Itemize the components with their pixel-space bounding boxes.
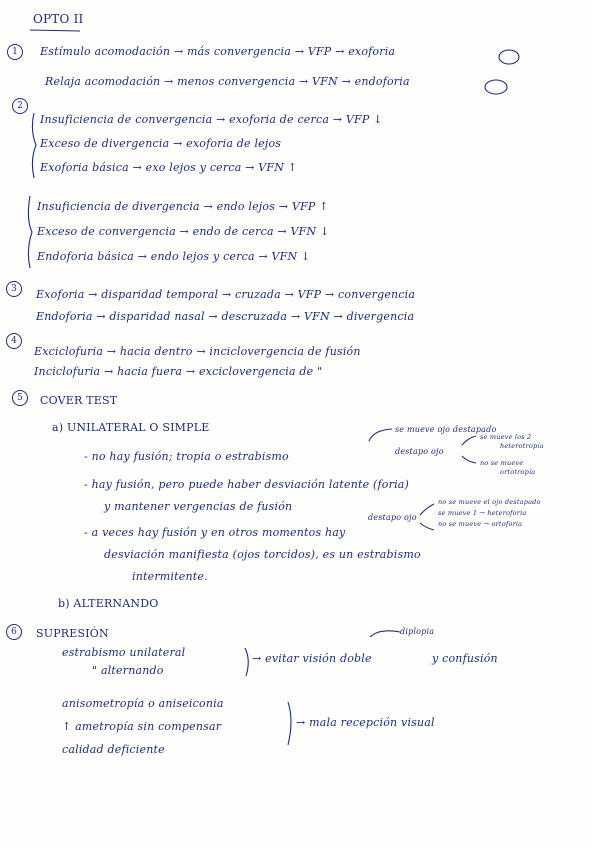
text-line: y mantener vergencias de fusión [104, 500, 293, 513]
margin-note: se mueve los 2 [480, 433, 532, 441]
section-number: 5 [12, 390, 28, 406]
text-line: Exceso de convergencia → endo de cerca → VFN ↓ [37, 225, 330, 238]
margin-note: destapo ojo [395, 447, 444, 456]
text-line: Exceso de divergencia → exoforia de lejos [40, 137, 282, 150]
text-line: Exciclofuria → hacia dentro → inciclovergencia de fusión [34, 345, 361, 358]
text-line: calidad deficiente [62, 743, 165, 756]
section-heading: SUPRESIÓN [36, 627, 109, 640]
text-line: " alternando [92, 664, 164, 677]
text-line: Insuficiencia de divergencia → endo lejos → VFP ↑ [37, 200, 329, 213]
text-line: anisometropía o aniseiconia [62, 697, 224, 710]
text-line: ↑ ametropía sin compensar [62, 720, 222, 733]
text-line: - hay fusión, pero puede haber desviación latente (foria) [84, 478, 410, 491]
section-heading: COVER TEST [40, 394, 118, 407]
text-line: → mala recepción visual [296, 716, 435, 729]
margin-note: se mueve ojo destapado [395, 425, 497, 434]
text-line: y confusión [432, 652, 498, 665]
margin-note: no se mueve el ojo destapado [438, 498, 541, 506]
text-line: Exoforia → disparidad temporal → cruzada → VFP → convergencia [36, 288, 416, 301]
text-line: Estímulo acomodación → más convergencia → VFP → exoforia [40, 45, 396, 58]
margin-note: heterotropía [500, 442, 544, 450]
section-number: 2 [12, 98, 28, 114]
subsection-heading: a) UNILATERAL O SIMPLE [52, 421, 210, 434]
text-line: - a veces hay fusión y en otros momentos hay [84, 526, 346, 539]
text-line: Endoforia básica → endo lejos y cerca → VFN ↓ [37, 250, 311, 263]
margin-note: se mueve 1 → heteroforia [438, 509, 527, 517]
section-number: 4 [6, 333, 22, 349]
section-number: 1 [7, 44, 23, 60]
text-line: Endoforia → disparidad nasal → descruzada → VFN → divergencia [36, 310, 415, 323]
margin-note: no se mueve → ortoforia [438, 520, 523, 528]
margin-note: destapo ojo [368, 513, 417, 522]
page-title: OPTO II [33, 12, 84, 26]
text-line: Relaja acomodación → menos convergencia → VFN → endoforia [45, 75, 410, 88]
margin-note: no se mueve [480, 459, 524, 467]
margin-note: ortotropía [500, 468, 536, 476]
subsection-heading: b) ALTERNANDO [58, 597, 159, 610]
text-line: Inciclofuria → hacia fuera → exciclovergencia de " [34, 365, 323, 378]
section-number: 6 [6, 624, 22, 640]
text-line: intermitente. [132, 570, 208, 583]
text-line: → evitar visión doble [252, 652, 372, 665]
text-line: - no hay fusión; tropia o estrabismo [84, 450, 289, 463]
section-number: 3 [6, 281, 22, 297]
text-line: estrabismo unilateral [62, 646, 186, 659]
text-line: Exoforia básica → exo lejos y cerca → VFN ↑ [40, 161, 298, 174]
margin-note: diplopia [400, 627, 435, 636]
text-line: desviación manifiesta (ojos torcidos), es un estrabismo [104, 548, 421, 561]
text-line: Insuficiencia de convergencia → exoforia de cerca → VFP ↓ [40, 113, 383, 126]
